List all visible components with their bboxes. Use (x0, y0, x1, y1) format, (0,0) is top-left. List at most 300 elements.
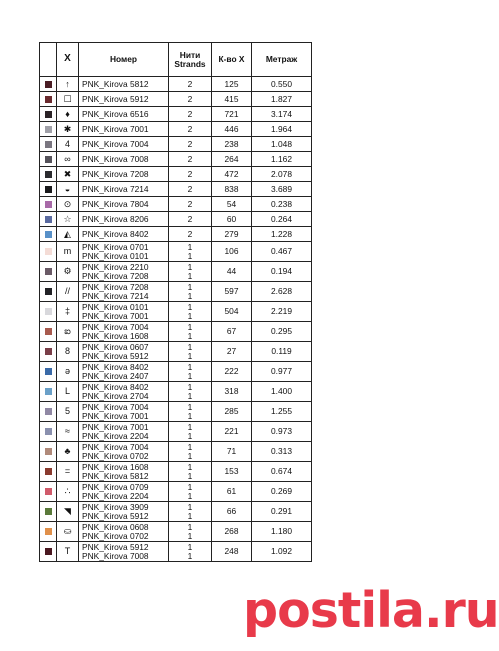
table-row (40, 502, 312, 522)
symbol-cell: ⚙ (57, 262, 79, 282)
thread-number: PNK_Kirova 7214 (82, 183, 149, 194)
table-row (40, 212, 312, 227)
symbol-cell: ≈ (57, 422, 79, 442)
thread-number: PNK_Kirova 5912 (82, 541, 149, 552)
strands-cell (169, 462, 212, 482)
strands-value: 1 (187, 370, 193, 381)
stitch-count-cell: 27 (212, 342, 252, 362)
strands-value: 2 (187, 213, 193, 224)
stitch-count-cell: 106 (212, 242, 252, 262)
length-cell: 0.467 (252, 242, 312, 262)
color-swatch (45, 216, 52, 223)
symbol-cell: ◥ (57, 502, 79, 522)
length-cell: 0.119 (252, 342, 312, 362)
color-swatch (45, 126, 52, 133)
strands-value: 2 (187, 78, 193, 89)
strands-value: 1 (187, 270, 193, 281)
color-cell (40, 462, 57, 482)
symbol-cell: ∞ (57, 152, 79, 167)
thread-number-cell (79, 462, 169, 482)
strands-cell (169, 122, 212, 137)
strands-value: 1 (187, 461, 193, 472)
length-cell: 0.977 (252, 362, 312, 382)
strands-cell (169, 167, 212, 182)
symbol-cell: ♦ (57, 107, 79, 122)
color-cell (40, 107, 57, 122)
symbol-cell: 4 (57, 137, 79, 152)
length-cell: 0.674 (252, 462, 312, 482)
length-cell: 2.628 (252, 282, 312, 302)
color-swatch (45, 468, 52, 475)
strands-cell (169, 342, 212, 362)
color-swatch (45, 448, 52, 455)
color-swatch (45, 408, 52, 415)
stitch-count-cell: 61 (212, 482, 252, 502)
color-cell (40, 92, 57, 107)
stitch-count-cell: 279 (212, 227, 252, 242)
symbol-cell: ✖ (57, 167, 79, 182)
thread-number-cell (79, 342, 169, 362)
table-row (40, 322, 312, 342)
strands-cell (169, 212, 212, 227)
thread-number: PNK_Kirova 2204 (82, 490, 149, 501)
symbol-cell: ∴ (57, 482, 79, 502)
length-cell: 1.180 (252, 522, 312, 542)
color-cell (40, 282, 57, 302)
strands-value: 1 (187, 490, 193, 501)
stitch-count-cell: 597 (212, 282, 252, 302)
thread-number: PNK_Kirova 7004 (82, 441, 149, 452)
header-number: Номер (79, 43, 169, 77)
strands-value: 1 (187, 310, 193, 321)
thread-number-cell (79, 502, 169, 522)
strands-value: 1 (187, 430, 193, 441)
stitch-count-cell: 54 (212, 197, 252, 212)
table-row (40, 107, 312, 122)
length-cell: 0.291 (252, 502, 312, 522)
color-cell (40, 122, 57, 137)
thread-number: PNK_Kirova 0608 (82, 521, 149, 532)
color-cell (40, 167, 57, 182)
thread-number: PNK_Kirova 7208 (82, 168, 149, 179)
strands-value: 1 (187, 361, 193, 372)
symbol-cell: 5 (57, 402, 79, 422)
color-swatch (45, 288, 52, 295)
color-swatch (45, 428, 52, 435)
thread-number: PNK_Kirova 1608 (82, 461, 149, 472)
strands-value: 1 (187, 550, 193, 561)
table-row (40, 382, 312, 402)
strands-value: 1 (187, 450, 193, 461)
table-row (40, 242, 312, 262)
color-swatch (45, 156, 52, 163)
thread-number-cell (79, 137, 169, 152)
symbol-cell: ə (57, 362, 79, 382)
thread-number-cell (79, 182, 169, 197)
strands-cell (169, 402, 212, 422)
thread-number: PNK_Kirova 0607 (82, 341, 149, 352)
thread-number: PNK_Kirova 7001 (82, 310, 149, 321)
color-swatch (45, 488, 52, 495)
thread-number-cell (79, 422, 169, 442)
strands-cell (169, 137, 212, 152)
thread-number-cell (79, 382, 169, 402)
strands-value: 1 (187, 441, 193, 452)
color-cell (40, 442, 57, 462)
table-row (40, 77, 312, 92)
color-swatch (45, 508, 52, 515)
thread-number: PNK_Kirova 2210 (82, 261, 149, 272)
stitch-count-cell: 838 (212, 182, 252, 197)
strands-value: 1 (187, 421, 193, 432)
table-row (40, 342, 312, 362)
thread-number-cell (79, 322, 169, 342)
color-swatch (45, 328, 52, 335)
thread-number-cell (79, 522, 169, 542)
stitch-count-cell: 415 (212, 92, 252, 107)
thread-number: PNK_Kirova 5812 (82, 470, 149, 481)
strands-cell (169, 302, 212, 322)
thread-number-cell (79, 482, 169, 502)
thread-number: PNK_Kirova 5912 (82, 350, 149, 361)
strands-value: 2 (187, 123, 193, 134)
header-strands (169, 43, 212, 77)
strands-value: 1 (187, 250, 193, 261)
strands-value: 1 (187, 381, 193, 392)
stitch-count-cell: 248 (212, 542, 252, 562)
color-swatch (45, 548, 52, 555)
thread-number: PNK_Kirova 0101 (82, 301, 149, 312)
thread-number: PNK_Kirova 7804 (82, 198, 149, 209)
thread-number: PNK_Kirova 7004 (82, 401, 149, 412)
stitch-count-cell: 446 (212, 122, 252, 137)
thread-number-cell (79, 262, 169, 282)
thread-number-cell (79, 197, 169, 212)
symbol-cell: m (57, 242, 79, 262)
color-cell (40, 262, 57, 282)
strands-value: 2 (187, 153, 193, 164)
strands-cell (169, 362, 212, 382)
strands-cell (169, 382, 212, 402)
table-row (40, 302, 312, 322)
symbol-cell: 8 (57, 342, 79, 362)
strands-value: 1 (187, 510, 193, 521)
length-cell: 1.162 (252, 152, 312, 167)
thread-number: PNK_Kirova 7208 (82, 270, 149, 281)
stitch-count-cell: 472 (212, 167, 252, 182)
color-swatch (45, 81, 52, 88)
color-swatch (45, 308, 52, 315)
thread-number: PNK_Kirova 0701 (82, 241, 149, 252)
color-cell (40, 362, 57, 382)
strands-cell (169, 522, 212, 542)
symbol-cell: // (57, 282, 79, 302)
header-color (40, 43, 57, 77)
color-cell (40, 242, 57, 262)
length-cell: 1.255 (252, 402, 312, 422)
strands-value: 1 (187, 530, 193, 541)
color-swatch (45, 111, 52, 118)
table-row (40, 137, 312, 152)
symbol-cell: ◒ (57, 182, 79, 197)
length-cell: 1.400 (252, 382, 312, 402)
stitch-count-cell: 221 (212, 422, 252, 442)
color-swatch (45, 368, 52, 375)
symbol-cell: ⛀ (57, 522, 79, 542)
strands-value: 1 (187, 281, 193, 292)
length-cell: 0.550 (252, 77, 312, 92)
length-cell: 3.174 (252, 107, 312, 122)
color-cell (40, 227, 57, 242)
stitch-count-cell: 66 (212, 502, 252, 522)
header-strands-ru: Нити (179, 49, 201, 60)
thread-number: PNK_Kirova 7001 (82, 123, 149, 134)
table-row (40, 402, 312, 422)
symbol-cell: ‡ (57, 302, 79, 322)
color-swatch (45, 186, 52, 193)
length-cell: 0.264 (252, 212, 312, 227)
thread-number-cell (79, 402, 169, 422)
table-row (40, 167, 312, 182)
length-cell: 0.194 (252, 262, 312, 282)
strands-cell (169, 92, 212, 107)
color-cell (40, 152, 57, 167)
thread-number: PNK_Kirova 2407 (82, 370, 149, 381)
thread-number: PNK_Kirova 8206 (82, 213, 149, 224)
stitch-count-cell: 222 (212, 362, 252, 382)
thread-number: PNK_Kirova 2704 (82, 390, 149, 401)
thread-number: PNK_Kirova 1608 (82, 330, 149, 341)
length-cell: 0.313 (252, 442, 312, 462)
color-swatch (45, 96, 52, 103)
strands-value: 1 (187, 401, 193, 412)
strands-value: 1 (187, 390, 193, 401)
symbol-cell: ☐ (57, 92, 79, 107)
thread-number: PNK_Kirova 8402 (82, 228, 149, 239)
thread-number: PNK_Kirova 3909 (82, 501, 149, 512)
strands-value: 1 (187, 241, 193, 252)
color-swatch (45, 141, 52, 148)
color-cell (40, 137, 57, 152)
stitch-count-cell: 44 (212, 262, 252, 282)
color-swatch (45, 231, 52, 238)
color-cell (40, 322, 57, 342)
stitch-count-cell: 67 (212, 322, 252, 342)
thread-number: PNK_Kirova 0709 (82, 481, 149, 492)
thread-number: PNK_Kirova 0702 (82, 530, 149, 541)
color-swatch (45, 388, 52, 395)
strands-value: 2 (187, 183, 193, 194)
table-row (40, 152, 312, 167)
header-row (40, 43, 312, 77)
thread-number-cell (79, 227, 169, 242)
length-cell: 2.078 (252, 167, 312, 182)
thread-number: PNK_Kirova 7208 (82, 281, 149, 292)
thread-number: PNK_Kirova 7214 (82, 290, 149, 301)
strands-cell (169, 152, 212, 167)
symbol-cell: = (57, 462, 79, 482)
color-cell (40, 212, 57, 227)
length-cell: 1.092 (252, 542, 312, 562)
strands-cell (169, 442, 212, 462)
thread-number-cell (79, 107, 169, 122)
stitch-count-cell: 125 (212, 77, 252, 92)
strands-value: 2 (187, 93, 193, 104)
strands-value: 1 (187, 321, 193, 332)
thread-number: PNK_Kirova 8402 (82, 361, 149, 372)
color-swatch (45, 268, 52, 275)
strands-value: 1 (187, 470, 193, 481)
thread-number: PNK_Kirova 8402 (82, 381, 149, 392)
table-row (40, 182, 312, 197)
table-row (40, 262, 312, 282)
thread-number: PNK_Kirova 5912 (82, 93, 149, 104)
symbol-cell: ✱ (57, 122, 79, 137)
color-swatch (45, 171, 52, 178)
table-row (40, 362, 312, 382)
symbol-cell: ⊙ (57, 197, 79, 212)
strands-cell (169, 282, 212, 302)
symbol-cell: ◭ (57, 227, 79, 242)
stitch-count-cell: 318 (212, 382, 252, 402)
strands-value: 2 (187, 168, 193, 179)
table-row (40, 542, 312, 562)
color-cell (40, 342, 57, 362)
thread-number-cell (79, 362, 169, 382)
color-cell (40, 382, 57, 402)
thread-number-cell (79, 77, 169, 92)
header-strands-en: Strands (174, 58, 206, 69)
color-cell (40, 482, 57, 502)
table-row (40, 92, 312, 107)
strands-value: 1 (187, 541, 193, 552)
strands-value: 1 (187, 261, 193, 272)
strands-value: 1 (187, 501, 193, 512)
color-swatch (45, 201, 52, 208)
stitch-count-cell: 264 (212, 152, 252, 167)
strands-value: 1 (187, 521, 193, 532)
strands-cell (169, 262, 212, 282)
header-length: Метраж (252, 43, 312, 77)
color-cell (40, 182, 57, 197)
color-cell (40, 422, 57, 442)
stitch-count-cell: 721 (212, 107, 252, 122)
color-cell (40, 502, 57, 522)
length-cell: 3.689 (252, 182, 312, 197)
thread-number-cell (79, 242, 169, 262)
table-row (40, 522, 312, 542)
thread-number: PNK_Kirova 7001 (82, 410, 149, 421)
length-cell: 1.048 (252, 137, 312, 152)
length-cell: 0.973 (252, 422, 312, 442)
strands-value: 2 (187, 108, 193, 119)
color-cell (40, 402, 57, 422)
thread-number: PNK_Kirova 0702 (82, 450, 149, 461)
stitch-count-cell: 285 (212, 402, 252, 422)
thread-number: PNK_Kirova 5912 (82, 510, 149, 521)
table-row (40, 197, 312, 212)
strands-value: 2 (187, 138, 193, 149)
symbol-cell: ☆ (57, 212, 79, 227)
color-swatch (45, 528, 52, 535)
length-cell: 1.228 (252, 227, 312, 242)
strands-cell (169, 227, 212, 242)
length-cell: 1.964 (252, 122, 312, 137)
strands-cell (169, 77, 212, 92)
length-cell: 0.295 (252, 322, 312, 342)
strands-value: 2 (187, 228, 193, 239)
color-swatch (45, 248, 52, 255)
thread-number-cell (79, 282, 169, 302)
strands-cell (169, 482, 212, 502)
strands-value: 1 (187, 410, 193, 421)
thread-number-cell (79, 212, 169, 227)
thread-number: PNK_Kirova 5812 (82, 78, 149, 89)
strands-value: 1 (187, 341, 193, 352)
thread-number-cell (79, 542, 169, 562)
thread-number: PNK_Kirova 6516 (82, 108, 149, 119)
thread-number-cell (79, 152, 169, 167)
thread-number-cell (79, 122, 169, 137)
thread-number: PNK_Kirova 7004 (82, 321, 149, 332)
table-row (40, 482, 312, 502)
symbol-cell: ఐ (57, 322, 79, 342)
table-header (40, 43, 312, 77)
table-row (40, 282, 312, 302)
color-cell (40, 302, 57, 322)
table-row (40, 122, 312, 137)
strands-value: 1 (187, 481, 193, 492)
strands-value: 2 (187, 198, 193, 209)
thread-number-cell (79, 302, 169, 322)
strands-cell (169, 197, 212, 212)
length-cell: 0.238 (252, 197, 312, 212)
length-cell: 2.219 (252, 302, 312, 322)
table-row (40, 227, 312, 242)
color-swatch (45, 348, 52, 355)
strands-cell (169, 502, 212, 522)
thread-key-table (39, 42, 312, 562)
thread-number-cell (79, 92, 169, 107)
symbol-cell: ↑ (57, 77, 79, 92)
color-cell (40, 522, 57, 542)
color-cell (40, 77, 57, 92)
strands-value: 1 (187, 301, 193, 312)
symbol-cell: T (57, 542, 79, 562)
thread-number: PNK_Kirova 2204 (82, 430, 149, 441)
table-row (40, 422, 312, 442)
thread-number: PNK_Kirova 7001 (82, 421, 149, 432)
thread-number: PNK_Kirova 7004 (82, 138, 149, 149)
strands-cell (169, 242, 212, 262)
stitch-count-cell: 153 (212, 462, 252, 482)
symbol-cell: L (57, 382, 79, 402)
symbol-cell: ♣ (57, 442, 79, 462)
stitch-count-cell: 504 (212, 302, 252, 322)
strands-cell (169, 422, 212, 442)
thread-number-cell (79, 442, 169, 462)
strands-cell (169, 107, 212, 122)
strands-value: 1 (187, 350, 193, 361)
table-body (40, 77, 312, 562)
header-symbol: X (57, 43, 79, 77)
strands-value: 1 (187, 290, 193, 301)
length-cell: 1.827 (252, 92, 312, 107)
stitch-count-cell: 268 (212, 522, 252, 542)
length-cell: 0.269 (252, 482, 312, 502)
color-cell (40, 197, 57, 212)
thread-number: PNK_Kirova 0101 (82, 250, 149, 261)
